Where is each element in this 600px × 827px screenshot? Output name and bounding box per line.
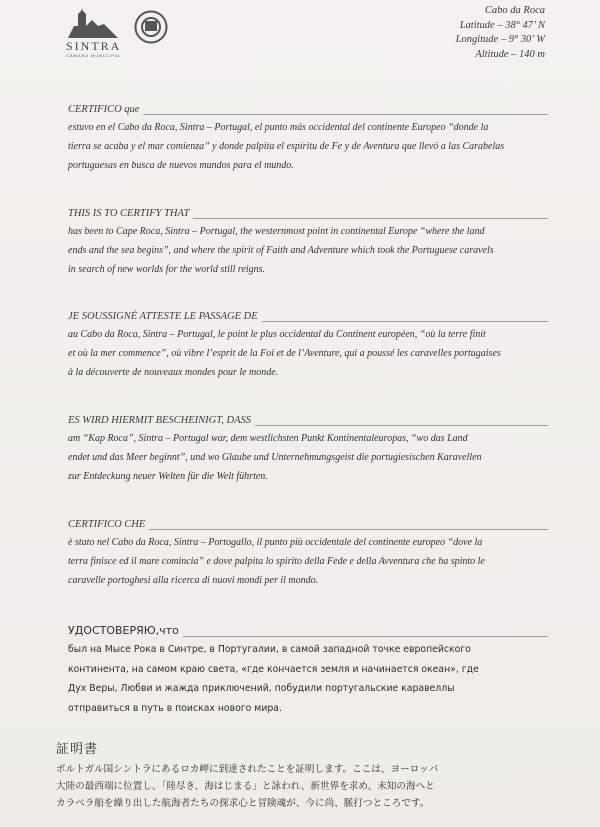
longitude: Longitude – 9° 30’ W <box>455 34 545 45</box>
text-line: カラベラ船を繰り出した航海者たちの探求心と冒険魂が、今に尚、脈打つところです。 <box>56 798 430 809</box>
text-german <box>68 429 546 486</box>
heading-italian: CERTIFICO CHE <box>68 519 146 530</box>
text-russian <box>68 640 548 718</box>
heading-english: THIS IS TO CERTIFY THAT <box>68 208 190 219</box>
logo-subtext: CÂMARA MUNICIPAL <box>66 53 122 58</box>
signature-line <box>255 417 548 426</box>
text-line: caravelle portoghesi alla ricerca di nuovi mondi per il mondo. <box>68 575 319 586</box>
heading-spanish: CERTIFICO que <box>68 104 140 115</box>
sintra-palace-icon <box>64 6 124 40</box>
text-line: in search of new worlds for the world still reigns. <box>68 264 266 275</box>
latitude: Latitude – 38° 47’ N <box>459 19 545 31</box>
text-japanese <box>56 761 566 812</box>
text-line: estuvo en el Cabo da Roca, Sintra – Portugal, el punto más occidental del continente Europeo “donde la <box>68 122 489 133</box>
signature-line <box>183 628 548 637</box>
heading-german: ES WIRD HIERMIT BESCHEINIGT, DASS <box>68 415 252 426</box>
text-line: ends and the sea begins”, and where the spirit of Faith and Adventure which took the Portuguese caravels <box>68 245 494 256</box>
text-line: tierra se acaba y el mar comienza” y donde palpita el espíritu de Fe y de Aventura que llevó a las Carabelas <box>68 141 505 152</box>
signature-line <box>149 521 548 530</box>
text-line: et où la mer commence”, où vibre l’esprit de la Foi et de l’Aventure, qui a poussé les caravelles portugaises <box>68 348 501 359</box>
text-line: has been to Cape Roca, Sintra – Portugal, the westernmost point in continental Europe “where the land <box>68 226 485 237</box>
section-spanish <box>68 104 548 175</box>
heading-russian: УДОСТОВЕРЯЮ,что <box>68 624 179 637</box>
text-line: был на Мысе Рока в Синтре, в Португалии, в самой западной точке европейского <box>68 644 471 655</box>
text-line: terra finisce ed il mare comincia” e dove palpita lo spirito della Fede e della Avventura che ha spinto le <box>68 556 485 567</box>
altitude: Altitude – 140 m <box>475 48 545 60</box>
text-line: ポルトガル国シントラにあるロカ岬に到達されたことを証明します。ここは、ヨーロッパ <box>56 764 439 775</box>
text-french <box>68 325 546 382</box>
coordinates-block <box>456 4 545 62</box>
place-name: Cabo da Roca <box>484 5 545 16</box>
section-french <box>68 311 548 382</box>
text-spanish <box>68 118 546 175</box>
section-italian <box>68 519 548 590</box>
text-line: zur Entdeckung neuer Welten für die Welt führten. <box>68 471 268 482</box>
text-line: континента, на самом краю света, «где кончается земля и начинается океан», где <box>68 663 479 675</box>
text-line: Дух Веры, Любви и жажда приключений, побудили португальские каравеллы <box>68 683 455 694</box>
signature-line <box>262 313 548 322</box>
section-german <box>68 415 548 486</box>
text-line: отправиться в путь в поисках нового мира. <box>68 702 282 714</box>
text-line: è stato nel Cabo da Roca, Sintra – Portogallo, il punto più occidentale del continente europeo “dove la <box>68 537 483 548</box>
world-heritage-emblem-icon <box>134 10 168 44</box>
section-japanese <box>56 738 566 812</box>
text-line: portuguesas en busca de nuevos mundos para el mundo. <box>68 160 294 171</box>
heading-japanese: 証明書 <box>56 742 99 757</box>
text-line: au Cabo da Roca, Sintra – Portugal, le point le plus occidental du Continent européen, “où la terre finit <box>68 329 486 340</box>
section-russian <box>68 624 548 718</box>
heading-french: JE SOUSSIGNÉ ATTESTE LE PASSAGE DE <box>68 311 258 322</box>
signature-line <box>193 210 548 219</box>
signature-line <box>143 106 548 115</box>
section-english <box>68 208 548 279</box>
logo-text: SINTRA <box>66 39 122 53</box>
text-line: 大陸の最西端に位置し、「陸尽き、海はじまる」と詠われ、新世界を求め、未知の海へと <box>56 781 435 792</box>
text-line: am “Kap Roca”, Sintra – Portugal war, dem westlichsten Punkt Kontinentaleuropas, “wo das Land <box>68 433 468 444</box>
text-italian <box>68 533 546 590</box>
text-english <box>68 222 546 279</box>
text-line: endet und das Meer beginnt”, und wo Glaube und Unternehmungsgeist die portugiesischen Karavellen <box>68 452 482 463</box>
text-line: à la découverte de nouveaux mondes pour le monde. <box>68 367 279 378</box>
